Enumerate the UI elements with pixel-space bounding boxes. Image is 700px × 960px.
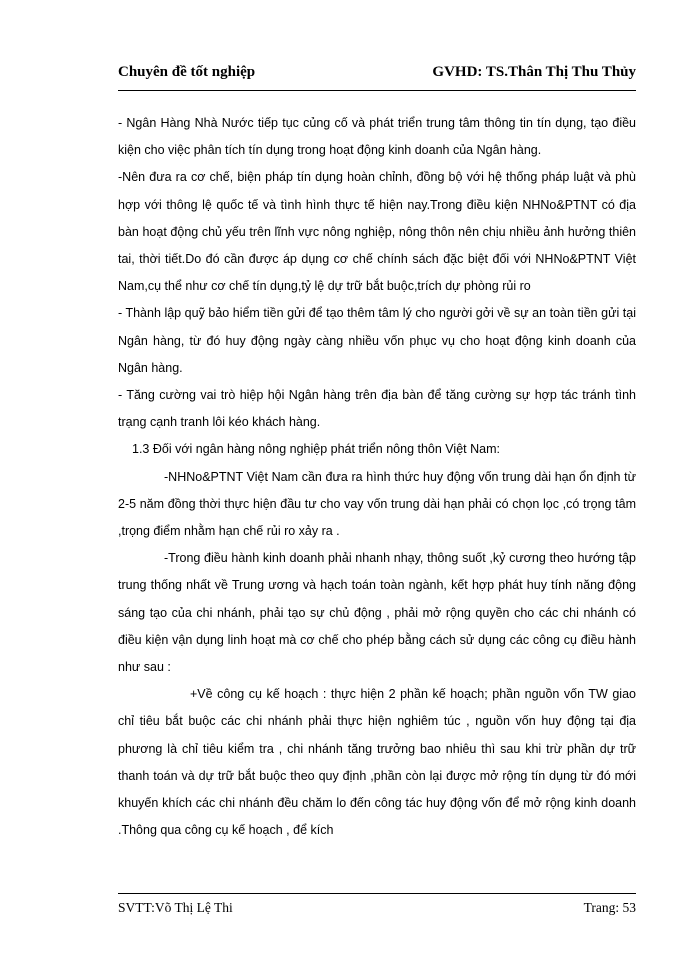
paragraph-business-management: -Trong điều hành kinh doanh phải nhanh nhạy, thông suốt ,kỷ cương theo hướng tập trung thống nhất về Trung ương và hạch toán toàn ngành, kết hợp phát huy tính năng động sáng tạo của chi nhánh, phải tạo sự chủ động , phải mở rộng quyền cho các chi nhánh có điều kiện vận dụng linh hoạt mà cơ chế cho phép bằng cách sử dụng các công cụ điều hành như sau :: [118, 551, 636, 675]
paragraph-deposit-insurance: - Thành lập quỹ bảo hiểm tiền gửi để tạo thêm tâm lý cho người gởi về sự an toàn tiền gửi tại Ngân hàng, từ đó huy động ngày càng nhiều vốn phục vụ cho hoạt động kinh doanh của Ngân hàng.: [118, 306, 636, 375]
header-advisor: GVHD: TS.Thân Thị Thu Thủy: [432, 64, 636, 80]
footer-student: SVTT:Võ Thị Lệ Thi: [118, 900, 233, 915]
page-header: [118, 64, 636, 86]
page-number: Trang: 53: [583, 900, 636, 915]
paragraph-credit-mechanism: -Nên đưa ra cơ chế, biện pháp tín dụng hoàn chỉnh, đồng bộ với hệ thống pháp luật và phù hợp với thông lệ quốc tế và tình hình thực tế hiện nay.Trong điều kiện NHNo&PTNT có địa bàn hoạt động chủ yếu trên lĩnh vực nông nghiệp, nông thôn nên chịu nhiều ảnh hưởng thiên tai, thời tiết.Do đó cần được áp dụng cơ chế chính sách đặc biệt đối với NHNo&PTNT Việt Nam,cụ thể như cơ chế tín dụng,tỷ lệ dự trữ bắt buộc,trích dự phòng rủi ro: [118, 170, 636, 294]
footer-rule: [118, 893, 636, 894]
paragraph-banking-association: - Tăng cường vai trò hiệp hội Ngân hàng trên địa bàn để tăng cường sự hợp tác tránh tình trạng cạnh tranh lôi kéo khách hàng.: [118, 388, 636, 430]
header-title: Chuyên đề tốt nghiệp: [118, 64, 256, 80]
section-heading-1-3: 1.3 Đối với ngân hàng nông nghiệp phát triển nông thôn Việt Nam:: [132, 442, 500, 457]
paragraph-mobilization: -NHNo&PTNT Việt Nam cần đưa ra hình thức huy động vốn trung dài hạn ổn định từ 2-5 năm đồng thời thực hiện đầu tư cho vay vốn trung dài hạn phải có chọn lọc ,có trọng tâm ,trọng điểm nhằm hạn chế rủi ro xảy ra .: [118, 469, 636, 539]
page-body: [118, 110, 636, 870]
paragraph-credit-info-center: - Ngân Hàng Nhà Nước tiếp tục củng cố và phát triển trung tâm thông tin tín dụng, tạo điều kiện cho việc phân tích tín dụng trong hoạt động kinh doanh của Ngân hàng.: [118, 116, 636, 158]
header-rule: [118, 90, 636, 91]
paragraph-planning-tool: +Về công cụ kế hoạch : thực hiện 2 phần kế hoạch; phần nguồn vốn TW giao chỉ tiêu bắt buộc các chi nhánh phải thực hiện nghiêm túc , nguồn vốn huy động tại địa phương là chỉ tiêu kiểm tra , chi nhánh tăng trưởng bao nhiêu thì sau khi trừ phần dự trữ thanh toán và dự trữ bắt buộc theo quy định ,phần còn lại được mở rộng tín dụng từ đó mới khuyến khích các chi nhánh đều chăm lo đến công tác huy động vốn để mở rộng kinh doanh .Thông qua công cụ kế hoạch , để kích: [118, 687, 636, 838]
